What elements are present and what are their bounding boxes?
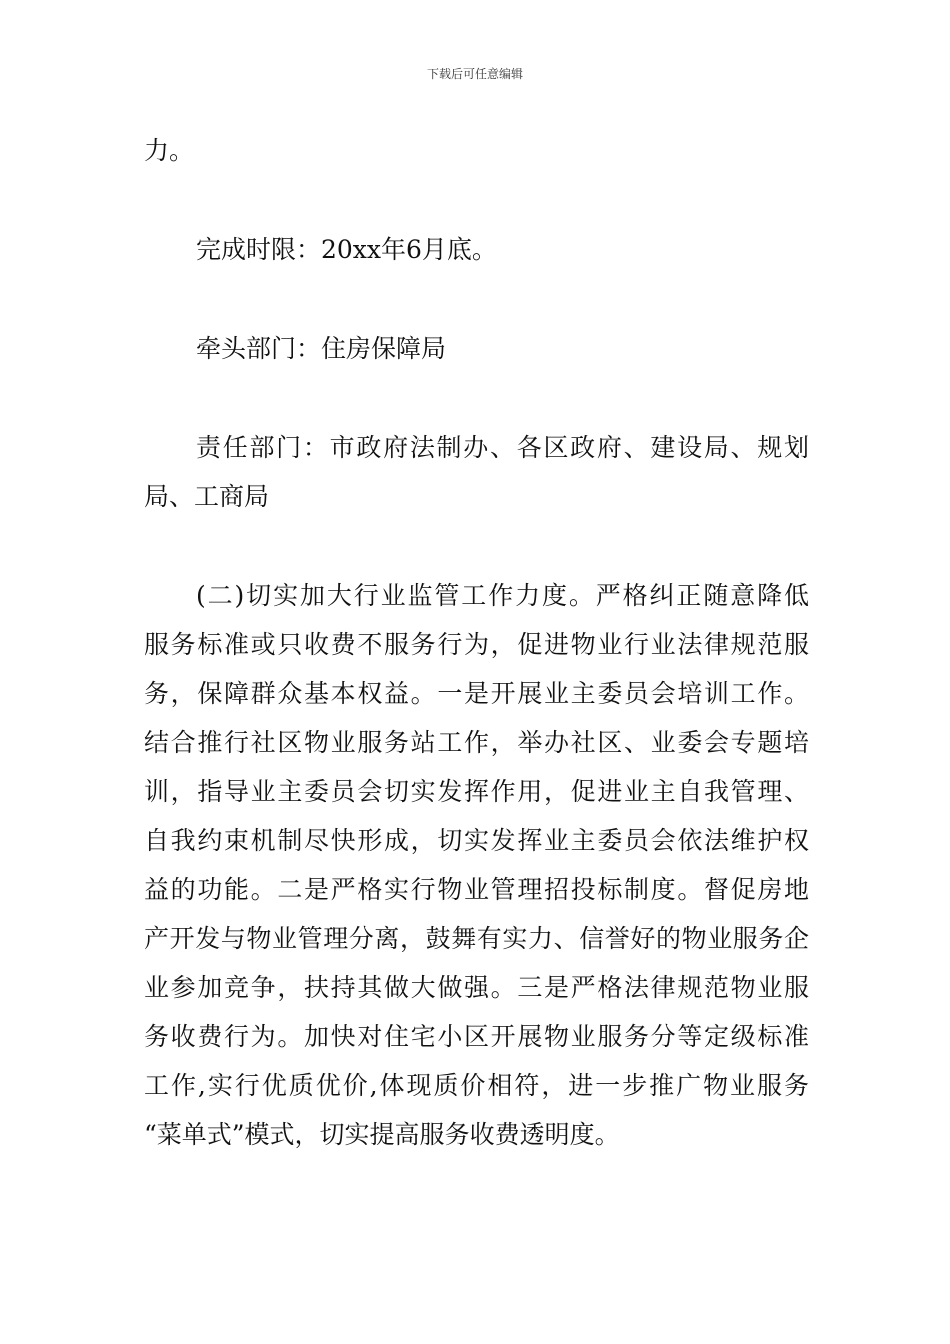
text-line: “菜单式”模式，切实提高服务收费透明度。 — [144, 1120, 620, 1149]
paragraph-gap — [144, 274, 809, 324]
text-line: 自我约束机制尽快形成，切实发挥业主委员会依法维护权 — [144, 826, 809, 855]
paragraph-responsible-departments — [144, 423, 809, 521]
text-line: 务收费行为。加快对住宅小区开展物业服务分等定级标准 — [144, 1022, 809, 1051]
paragraph-continuation — [144, 126, 809, 175]
paragraph-gap — [144, 521, 809, 571]
text-line: 务，保障群众基本权益。一是开展业主委员会培训工作。 — [144, 679, 809, 708]
paragraph-deadline — [144, 225, 809, 274]
text-line: (二)切实加大行业监管工作力度。严格纠正随意降低 — [196, 581, 809, 610]
text-line: 服务标准或只收费不服务行为，促进物业行业法律规范服 — [144, 630, 809, 659]
text-line: 责任部门：市政府法制办、各区政府、建设局、规划 — [196, 433, 809, 462]
text-line: 力。 — [144, 136, 195, 165]
text-line: 完成时限：20xx年6月底。 — [196, 235, 497, 264]
text-line: 工作,实行优质优价,体现质价相符，进一步推广物业服务 — [144, 1071, 809, 1100]
text-line: 牵头部门：住房保障局 — [196, 334, 447, 363]
paragraph-supervision — [144, 571, 809, 1159]
paragraph-lead-department — [144, 324, 809, 373]
text-line: 益的功能。二是严格实行物业管理招投标制度。督促房地 — [144, 875, 809, 904]
text-line: 产开发与物业管理分离，鼓舞有实力、信誉好的物业服务企 — [144, 924, 809, 953]
text-line: 训，指导业主委员会切实发挥作用，促进业主自我管理、 — [144, 777, 809, 806]
paragraph-gap — [144, 175, 809, 225]
text-line: 局、工商局 — [144, 482, 270, 511]
text-line: 业参加竞争，扶持其做大做强。三是严格法律规范物业服 — [144, 973, 809, 1002]
page-header-note: 下载后可任意编辑 — [426, 67, 523, 81]
document-body — [144, 126, 809, 1159]
paragraph-gap — [144, 373, 809, 423]
text-line: 结合推行社区物业服务站工作，举办社区、业委会专题培 — [144, 728, 809, 757]
